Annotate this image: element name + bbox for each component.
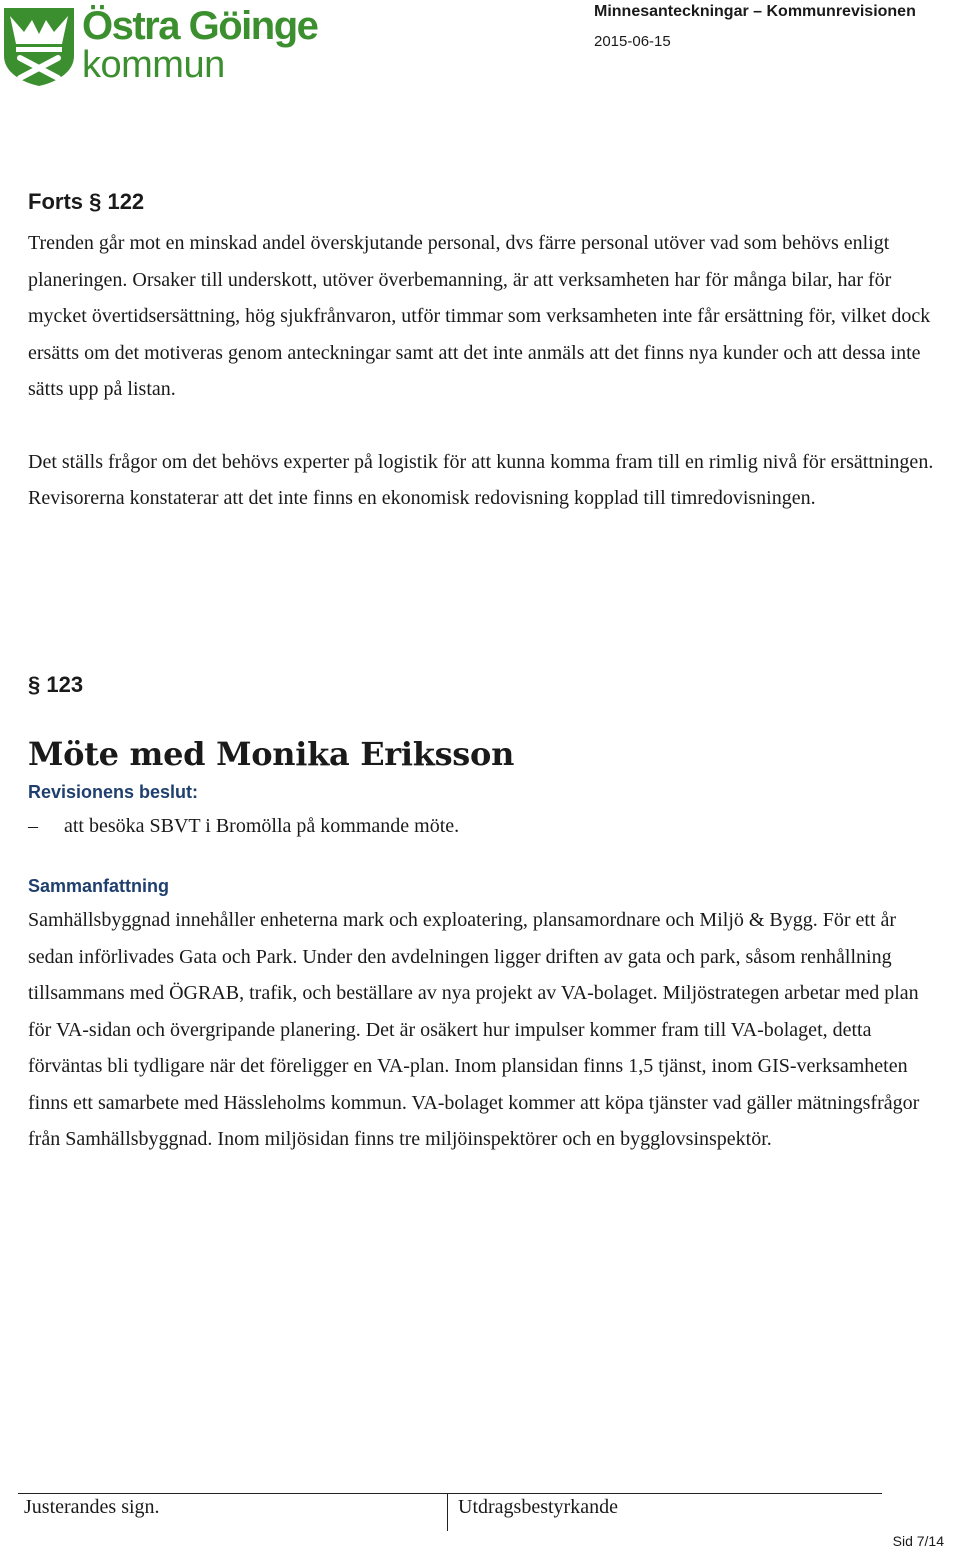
decision-heading: Revisionens beslut:: [28, 782, 199, 802]
logo-text-line2: kommun: [82, 44, 225, 86]
coat-of-arms-icon: [2, 6, 76, 88]
body-paragraph: Det ställs frågor om det behövs experter på logistik för att kunna komma fram till en rimlig nivå för ersättningen. Revisorerna konstaterar att det inte finns en ekonomisk redovisning kopplad till timredovisningen.: [28, 450, 934, 509]
document-date: 2015-06-15: [594, 33, 671, 50]
list-dash: –: [28, 815, 38, 837]
summary-paragraph: Samhällsbyggnad innehåller enheterna mark och exploatering, plansamordnare och Miljö & Bygg. För ett år sedan införlivades Gata och Park. Under den avdelningen ligger driften av gata och park, såsom renhållning tillsammans med ÖGRAB, trafik, och beställare av nya projekt av VA-bolaget. Miljöstrategen arbetar med plan för VA-sidan och övergripande planering. Det är osäkert hur impulser kommer fram till VA-bolaget, detta förväntas bli tydligare när det föreligger en VA-plan. Inom plansidan finns 1,5 tjänst, inom GIS-verksamheten finns ett samarbete med Hässleholms kommun. VA-bolaget kommer att köpa tjänster vad gäller mätningsfrågor från Samhällsbyggnad. Inom miljösidan finns tre miljöinspektörer och en bygglovsinspektör.: [28, 909, 920, 1150]
municipality-logo: [0, 4, 330, 90]
section-title: Möte med Monika Eriksson: [28, 735, 515, 773]
decision-list-item: [28, 812, 940, 840]
footer-rule: [18, 1493, 882, 1494]
logo-text-line1: Östra Göinge: [82, 4, 318, 48]
signature-field-label: Justerandes sign.: [24, 1496, 160, 1518]
section-122: [28, 187, 940, 517]
decision-item-text: att besöka SBVT i Bromölla på kommande möte.: [64, 815, 460, 837]
document-title: Minnesanteckningar – Kommunrevisionen: [594, 3, 916, 20]
document-header: [588, 2, 948, 52]
footer-divider: [447, 1493, 448, 1531]
body-paragraph: Trenden går mot en minskad andel överskjutande personal, dvs färre personal utöver vad som behövs enligt planeringen. Orsaker till underskott, utöver överbemanning, är att verksamheten har för många bilar, har för mycket övertidsersättning, hög sjukfrånvaron, utför timmar som verksamheten inte får ersättning för, vilket dock ersätts om det motiveras genom anteckningar samt att det inte anmäls att det finns nya kunder och att dessa inte sätts upp på listan.: [28, 232, 931, 400]
page-number: Sid 7/14: [892, 1533, 944, 1549]
section-heading: Forts § 122: [28, 189, 145, 214]
summary-heading: Sammanfattning: [28, 876, 170, 896]
section-123: [28, 670, 940, 1158]
section-number: § 123: [28, 672, 84, 697]
certification-field-label: Utdragsbestyrkande: [458, 1496, 618, 1518]
